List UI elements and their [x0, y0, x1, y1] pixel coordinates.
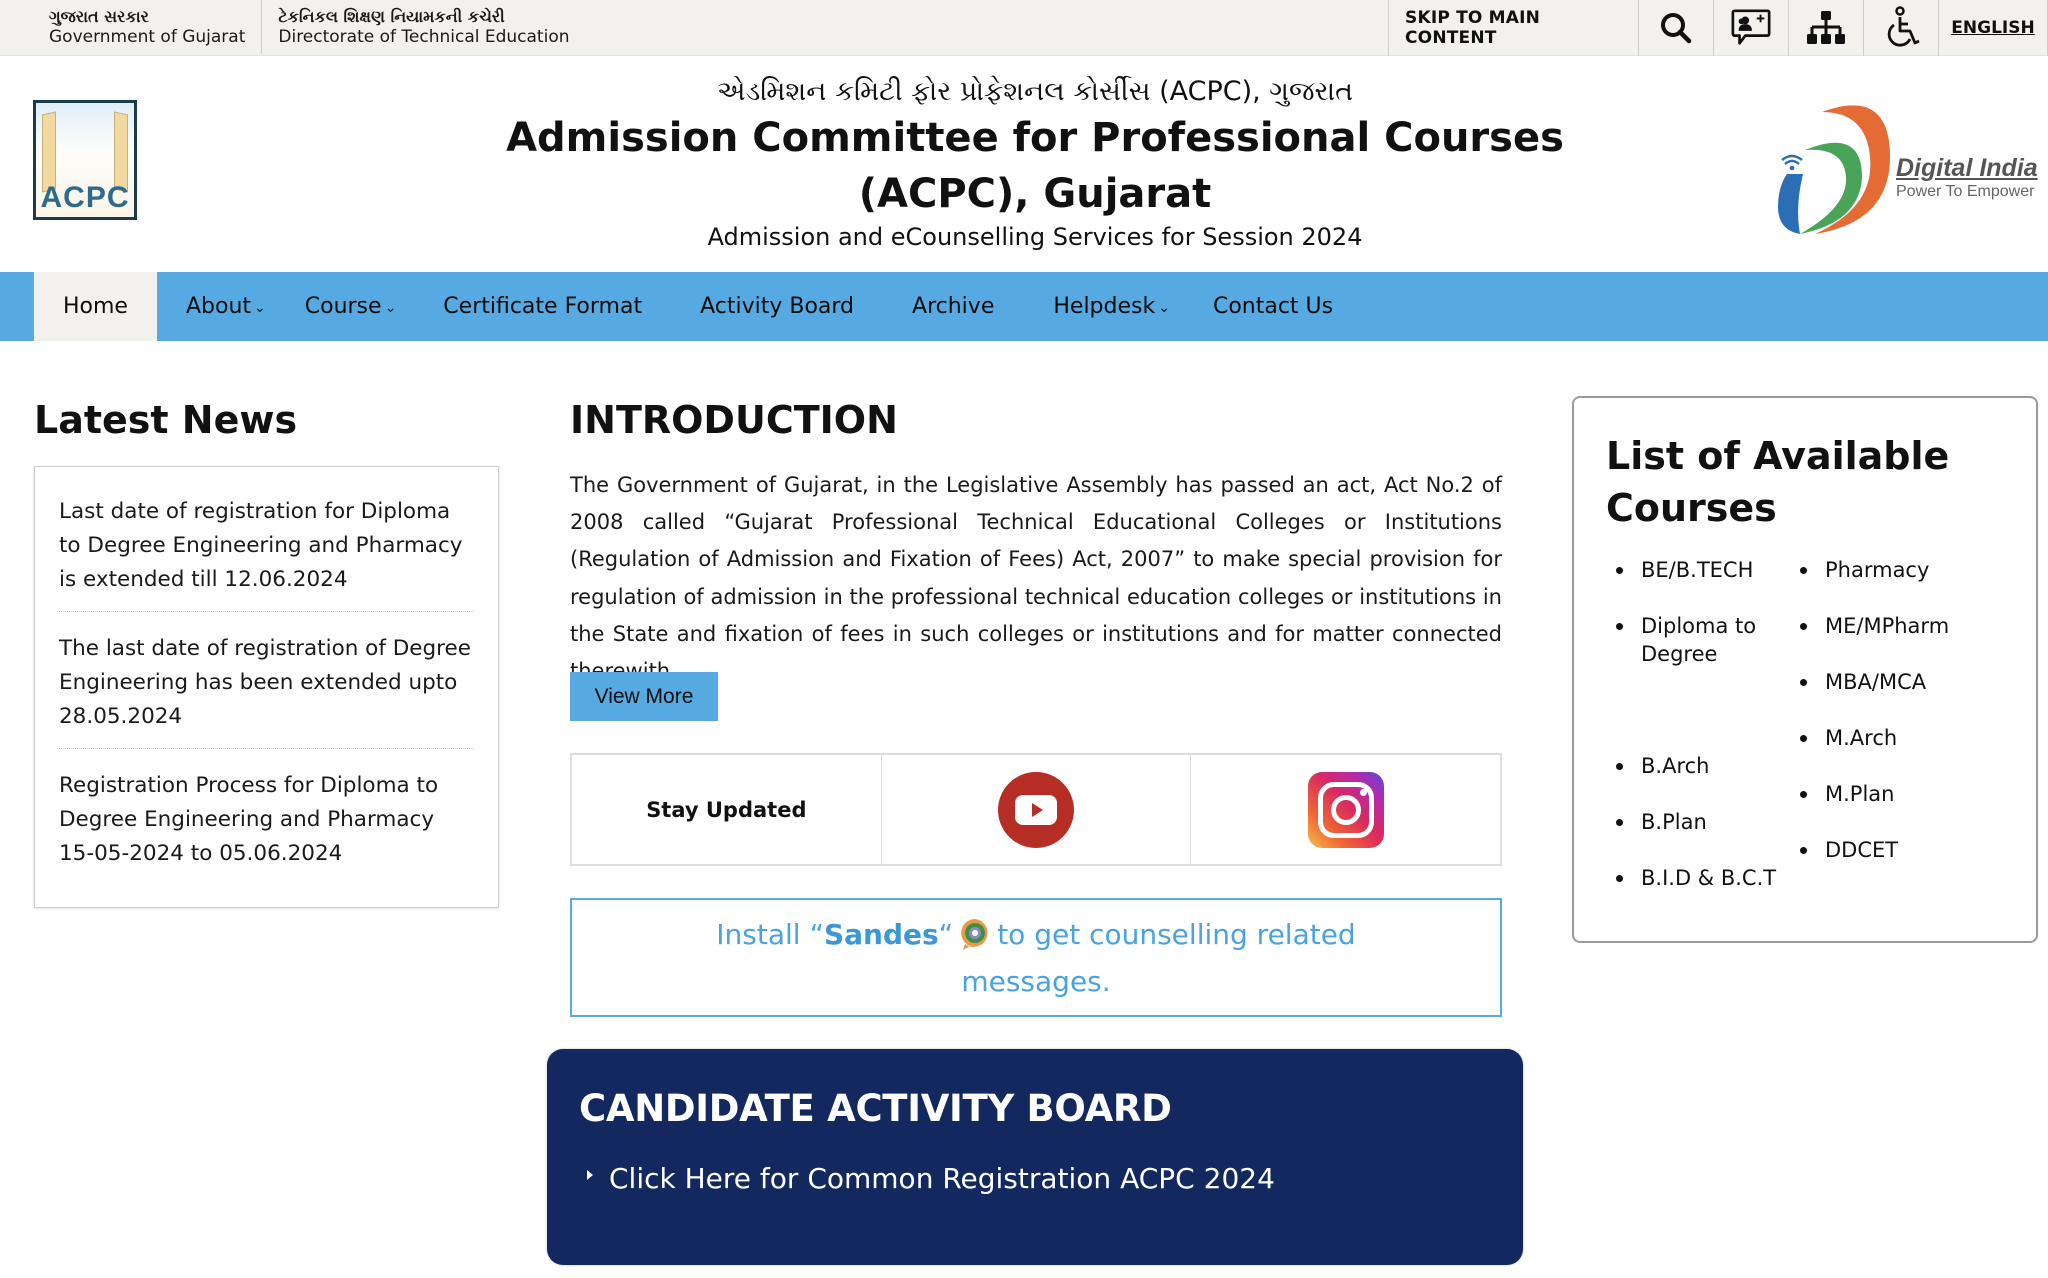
course-label: B.Arch: [1641, 754, 1710, 778]
course-item[interactable]: [1606, 612, 1790, 668]
social-links-row: [570, 753, 1502, 866]
youtube-frame: [1015, 795, 1057, 825]
sitemap-icon: [1806, 10, 1846, 46]
main-navigation: [0, 272, 2048, 341]
instagram-dot: [1360, 789, 1367, 796]
common-registration-link[interactable]: [579, 1162, 1491, 1195]
nav-contact-us[interactable]: [1199, 272, 1362, 341]
government-links: [49, 7, 586, 61]
site-header: [0, 56, 2048, 272]
bullet-icon: [1800, 623, 1807, 630]
course-label: Diploma to Degree: [1641, 614, 1757, 666]
sandes-app-icon: [959, 917, 991, 951]
bullet-icon: [1800, 735, 1807, 742]
introduction-body: The Government of Gujarat, in the Legislative Assembly has passed an act, Act No.2 of 2008 called “Gujarat Professional Technical Educational Colleges or Institutions (Regulation of Admission and Fixation of Fees) Act, 2007” to make special provision for regulation of admission in the professional technical education colleges or institutions in the State and fixation of fees in such colleges or institutions and for matter connected: [570, 473, 1502, 646]
dte-gujarati-text: ટેકનિકલ શિક્ષણ નિયામકની કચેરી: [278, 7, 505, 26]
course-label: M.Plan: [1825, 782, 1895, 806]
accessibility-icon: [1881, 6, 1921, 50]
instagram-icon[interactable]: [1308, 772, 1384, 848]
caret-right-icon: [587, 1170, 593, 1180]
skip-to-main-content-link[interactable]: SKIP TO MAIN CONTENT: [1388, 0, 1638, 56]
chevron-down-icon: ⌄: [1158, 299, 1170, 316]
nav-archive-label: Archive: [912, 294, 995, 319]
sandes-promo[interactable]: [570, 898, 1502, 1017]
news-item[interactable]: Last date of registration for Diploma to Degree Engineering and Pharmacy is extended till 12.06.2024: [59, 489, 474, 612]
youtube-cell: [882, 755, 1192, 864]
course-item[interactable]: [1790, 556, 1990, 584]
accessibility-button[interactable]: [1863, 0, 1938, 56]
course-label: Pharmacy: [1825, 558, 1930, 582]
nav-about[interactable]: [157, 272, 295, 341]
bullet-icon: [1616, 763, 1623, 770]
news-item[interactable]: Registration Process for Diploma to Degree Engineering and Pharmacy 15-05-2024 to 05.06.2024: [59, 773, 439, 866]
course-item[interactable]: [1790, 724, 1990, 752]
latest-news-heading: Latest News: [34, 398, 298, 442]
course-label: B.I.D & B.C.T: [1641, 866, 1777, 890]
course-item[interactable]: [1606, 864, 1790, 892]
nav-helpdesk[interactable]: [1023, 272, 1199, 341]
course-item[interactable]: [1606, 752, 1790, 780]
gov-gujarat-link[interactable]: [49, 7, 261, 61]
sandes-prefix: Install “: [716, 917, 824, 951]
available-courses-panel: [1572, 396, 2038, 943]
nav-course[interactable]: [295, 272, 426, 341]
divider: [261, 0, 262, 54]
gov-english-text: Government of Gujarat: [49, 27, 246, 47]
feedback-button[interactable]: [1713, 0, 1788, 56]
course-label: ME/MPharm: [1825, 614, 1950, 638]
stay-updated-cell: [572, 755, 882, 864]
play-icon: [1032, 803, 1043, 817]
introduction-heading: INTRODUCTION: [570, 398, 898, 442]
courses-column-right: [1790, 556, 1990, 920]
stay-updated-label: Stay Updated: [646, 797, 807, 822]
course-item[interactable]: [1790, 668, 1990, 696]
dte-english-text: Directorate of Technical Education: [278, 27, 570, 47]
bullet-icon: [1616, 567, 1623, 574]
youtube-icon[interactable]: [998, 772, 1074, 848]
course-label: BE/B.TECH: [1641, 558, 1754, 582]
site-subtitle: Admission and eCounselling Services for Session 2024: [707, 223, 1363, 251]
utility-actions: [1388, 0, 2048, 56]
nav-archive[interactable]: [883, 272, 1023, 341]
course-label: M.Arch: [1825, 726, 1898, 750]
site-title-gujarati: એડમિશન કમિટી ફોર પ્રોફેશનલ કોર્સીસ (ACPC), ગુજરાત: [716, 76, 1354, 107]
site-title-line2: (ACPC), Gujarat: [858, 171, 1212, 217]
digital-india-tagline: Power To Empower: [1896, 183, 2035, 200]
view-more-button[interactable]: View More: [570, 672, 718, 721]
course-item[interactable]: [1790, 780, 1990, 808]
nav-contact-us-label: Contact Us: [1212, 294, 1334, 319]
sitemap-button[interactable]: [1788, 0, 1863, 56]
course-item[interactable]: [1606, 808, 1790, 836]
bullet-icon: [1616, 875, 1623, 882]
nav-certificate-format-label: Certificate Format: [443, 294, 643, 319]
sandes-text: [716, 911, 1356, 1005]
digital-india-name: Digital India: [1896, 154, 2038, 182]
nav-helpdesk-label: Helpdesk: [1053, 294, 1156, 319]
candidate-activity-board: [547, 1049, 1523, 1265]
instagram-cell: [1191, 755, 1500, 864]
course-item[interactable]: [1790, 612, 1990, 640]
course-item[interactable]: [1606, 556, 1790, 584]
feedback-icon: [1730, 7, 1772, 49]
course-label: B.Plan: [1641, 810, 1707, 834]
dte-link[interactable]: [278, 7, 585, 61]
course-label: MBA/MCA: [1825, 670, 1927, 694]
sandes-app-name: Sandes: [823, 917, 939, 951]
search-icon: [1659, 11, 1693, 45]
nav-about-label: About: [185, 294, 252, 319]
gov-gujarati-text: ગુજરાત સરકાર: [49, 7, 149, 26]
nav-course-label: Course: [304, 294, 382, 319]
bullet-icon: [1800, 847, 1807, 854]
news-item[interactable]: The last date of registration of Degree Engineering has been extended upto 28.05.2024: [59, 626, 474, 749]
top-utility-bar: [0, 0, 2048, 56]
courses-list: [1606, 556, 2004, 920]
digital-india-logo[interactable]: [1770, 92, 2040, 242]
latest-news-panel: [34, 466, 499, 908]
site-title-block: [460, 74, 1610, 252]
chevron-down-icon: ⌄: [254, 299, 266, 316]
bullet-icon: [1616, 819, 1623, 826]
instagram-lens: [1331, 795, 1361, 825]
acpc-logo[interactable]: [33, 100, 137, 220]
language-selector[interactable]: ENGLISH: [1938, 0, 2048, 56]
common-registration-label: Click Here for Common Registration ACPC 2024: [609, 1162, 1275, 1195]
activity-board-heading: CANDIDATE ACTIVITY BOARD: [579, 1087, 1172, 1130]
nav-activity-board-label: Activity Board: [700, 294, 855, 319]
nav-certificate-format[interactable]: [425, 272, 671, 341]
course-label: DDCET: [1825, 838, 1899, 862]
bullet-icon: [1800, 791, 1807, 798]
site-title-line1: Admission Committee for Professional Courses: [506, 115, 1564, 161]
bullet-icon: [1800, 567, 1807, 574]
nav-home[interactable]: [34, 272, 157, 341]
nav-home-label: Home: [63, 294, 128, 319]
sandes-suffix: to get counselling related messages.: [961, 917, 1356, 998]
bullet-icon: [1800, 679, 1807, 686]
logo-text: ACPC: [40, 181, 130, 214]
nav-activity-board[interactable]: [671, 272, 883, 341]
search-button[interactable]: [1638, 0, 1713, 56]
digital-india-emblem-icon: [1770, 92, 1900, 242]
courses-column-left: [1606, 556, 1790, 920]
course-item[interactable]: [1790, 836, 1990, 864]
bullet-icon: [1616, 623, 1623, 630]
digital-india-text: [1896, 154, 2038, 201]
chevron-down-icon: ⌄: [384, 299, 397, 316]
sandes-quote: “: [938, 917, 954, 951]
available-courses-heading: List of Available Courses: [1606, 434, 1950, 530]
